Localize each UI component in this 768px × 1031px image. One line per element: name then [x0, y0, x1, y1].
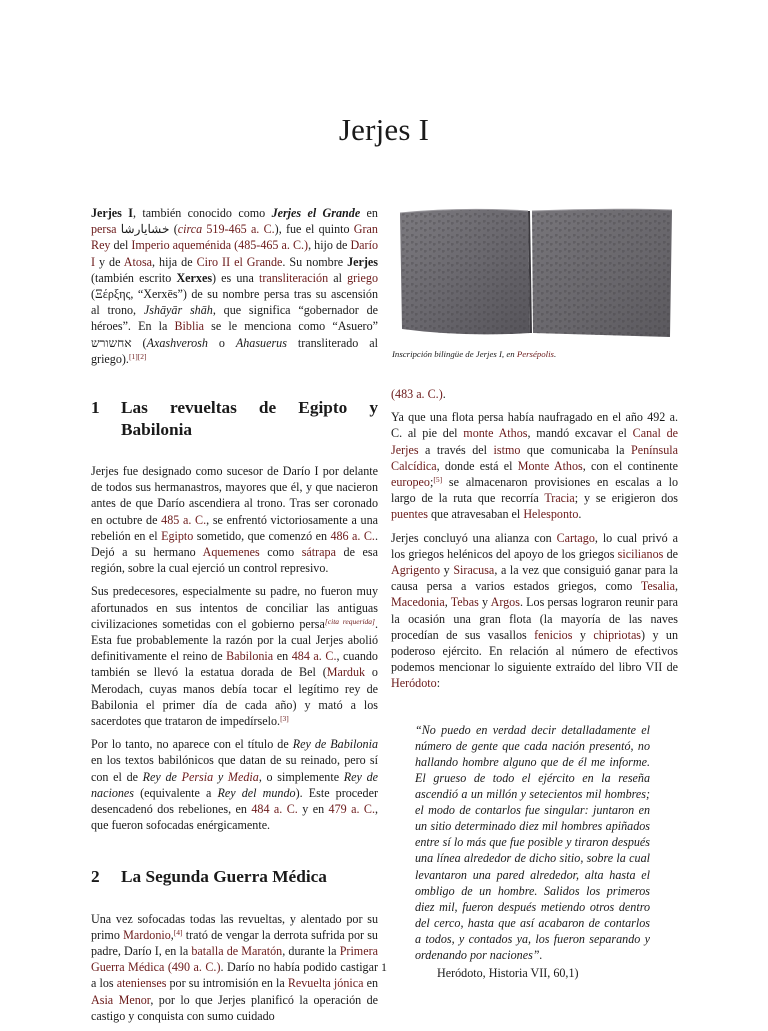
inline-link[interactable]: transliteración — [258, 270, 329, 285]
inline-link[interactable]: Siracusa — [453, 563, 495, 578]
italic-text: y — [213, 769, 228, 784]
inline-link[interactable]: 484 a. C. — [291, 649, 337, 664]
inline-link[interactable]: Tracia — [544, 491, 575, 506]
italic-text: Ahasuerus — [235, 335, 287, 350]
inline-link[interactable]: europeo — [391, 475, 430, 490]
inline-link[interactable]: Persia — [181, 769, 214, 784]
reference-link[interactable]: [4] — [173, 927, 183, 937]
bold-term: Xerxes — [176, 270, 213, 285]
inline-link[interactable]: Helesponto — [523, 507, 579, 522]
page-title: Jerjes I — [338, 112, 430, 147]
section2-paragraph-continued: (483 a. C.). — [391, 387, 446, 401]
caption-link-persepolis[interactable]: Persépolis — [516, 349, 554, 359]
inline-link[interactable]: griego — [347, 270, 378, 285]
inline-link[interactable]: Monte Athos — [517, 458, 583, 473]
italic-text: Jshāyār shāh — [143, 303, 213, 318]
inline-link[interactable]: Egipto — [161, 528, 194, 543]
inline-link[interactable]: Media — [227, 769, 259, 784]
left-column — [91, 205, 378, 1031]
inline-link[interactable]: Revuelta jónica — [287, 976, 364, 991]
section1-paragraph: Por lo tanto, no aparece con el título de Rey de Babilonia en los textos babilónicos que datan de su reinado, pero sí con el de Rey de Persia y Media, o simplemente Rey de naciones (equivalente a Rey del mundo). Este proceder desencadenó dos rebeliones, en 484 a. C. y en 479 a. C., que fueron sofocadas enérgicamente. — [91, 737, 379, 833]
inline-link[interactable]: Canal de Jerjes — [391, 426, 678, 457]
inline-link[interactable]: Ciro II el Grande — [196, 254, 283, 269]
section2-paragraph: Ya que una flota persa había naufragado en el año 492 a. C. al pie del monte Athos, mandó excavar el Canal de Jerjes a través del istmo que comunicaba la Península Calcídica, donde está el Monte Athos, con el continente europeo;[5] se almacenaron provisiones en escalas a lo largo de la ruta que recorría Tracia; y se erigieron dos puentes que atravesaban el Helesponto. — [391, 410, 679, 522]
inline-link[interactable]: (485-465 a. C.) — [234, 238, 309, 253]
section-heading-guerra-medica — [91, 866, 378, 888]
bold-term: Jerjes — [347, 254, 378, 269]
inline-link[interactable]: sicilianos — [617, 546, 664, 561]
section-number: 2 — [91, 866, 100, 886]
section-heading-revueltas — [91, 397, 378, 441]
inline-link[interactable]: Gran Rey — [91, 222, 378, 253]
inline-link[interactable]: 484 a. C. — [251, 802, 298, 817]
inline-link[interactable]: (490 a. C.) — [167, 960, 221, 975]
reference-link[interactable]: [cita requerida] — [324, 616, 375, 626]
caption-text: Inscripción bilingüe de Jerjes I, en — [392, 349, 517, 359]
inline-link[interactable]: 485 a. C. — [161, 512, 207, 527]
inline-link[interactable]: circa — [177, 222, 203, 237]
section2-paragraph: Jerjes concluyó una alianza con Cartago, lo cual privó a los griegos helénicos del apoyo de los griegos sicilianos de Agrigento y Siracusa, a la vez que consiguió ganar para la causa persa a varios estados griegos, como Tesalia, Macedonia, Tebas y Argos. Los persas lograron reunir para la ocasión una gran flota (la mayoría de las naves procedían de sus vasallos fenicios y chipriotas) y un poderoso ejército. En relación al número de efectivos podemos mencionar lo siguiente extraído del libro VII de Heródoto: — [391, 530, 679, 691]
caption-text: . — [553, 349, 557, 359]
page-number: 1 — [381, 960, 387, 974]
inline-link[interactable]: Cartago — [556, 530, 595, 545]
quote-source: Heródoto, Historia VII, 60,1) — [437, 966, 579, 981]
inline-link[interactable]: puentes — [391, 507, 428, 522]
inline-link[interactable]: Darío I — [91, 238, 378, 269]
inline-link[interactable]: Macedonia — [391, 595, 445, 610]
inline-link[interactable]: monte Athos — [463, 426, 528, 441]
inline-link[interactable]: fenicios — [534, 627, 573, 642]
inline-link[interactable]: 519-465 a. C. — [202, 222, 275, 237]
reference-link[interactable]: [3] — [280, 714, 289, 724]
inline-link[interactable]: Biblia — [174, 319, 205, 334]
reference-link[interactable]: [5] — [433, 475, 443, 485]
inline-link[interactable]: Argos — [490, 595, 520, 610]
inscription-tablet-image[interactable] — [392, 205, 678, 345]
inline-link[interactable]: Atosa — [123, 254, 153, 269]
italic-text: Axashverosh — [146, 335, 208, 350]
inline-link[interactable]: Tebas — [450, 595, 479, 610]
section1-paragraph: Sus predecesores, especialmente su padre, no fueron muy afortunados en sus intentos de conciliar las antiguas civilizaciones sometidas con el gobierno persa[cita requerida]. Esta fue probablemente la razón por la cual Jerjes abolió definitivamente el reino de Babilonia en 484 a. C., cuando también se llevó la estatua dorada de Bel (Marduk o Merodach, cuyas manos debía tocar el legítimo rey de Babilonia el primer día de cada año) y mató a los sacerdotes que trataron de impedírselo.[3] — [91, 584, 379, 729]
inline-link[interactable]: Aquemenes — [202, 545, 260, 560]
inline-link[interactable]: Primera Guerra Médica — [91, 943, 378, 975]
section1-paragraph: Jerjes fue designado como sucesor de Darío I por delante de todos sus hermanastros, mayores que él, y que nacieron antes de que Darío ascendiera al trono. Tras ser coronado en octubre de 485 a. C., se enfrentó victoriosamente a una rebelión en el Egipto sometido, que comenzó en 486 a. C.. Dejó a su hermano Aquemenes como sátrapa de esa región, sobre la cual ejerció un control represivo. — [91, 464, 378, 576]
inline-link[interactable]: Agrigento — [391, 563, 441, 578]
reference-link[interactable]: [1][2] — [128, 351, 147, 361]
inline-link[interactable]: 486 a. C. — [330, 528, 375, 543]
bold-term: Jerjes I — [91, 206, 133, 220]
italic-text: Rey del mundo — [217, 785, 296, 800]
inline-link[interactable]: (483 a. C.) — [391, 387, 443, 401]
inline-link[interactable]: chipriotas — [593, 627, 642, 642]
bold-term: Jerjes el Grande — [271, 206, 361, 220]
section2-paragraph: Una vez sofocadas todas las revueltas, y alentado por su primo Mardonio,[4] trató de vengar la derrota sufrida por su padre, Darío I, en la batalla de Maratón, durante la Primera Guerra Médica (490 a. C.). Darío no había podido castigar a los atenienses por su intromisión en la Revuelta jónica en Asia Menor, por lo que Jerjes planificó la operación de castigo y conquista con sumo cuidado — [91, 911, 378, 1023]
section-number: 1 — [91, 398, 100, 418]
inline-link[interactable]: Heródoto — [391, 676, 437, 691]
inline-link[interactable]: Mardonio — [123, 927, 171, 942]
inline-link[interactable]: Babilonia — [226, 649, 274, 664]
section-title: Las revueltas de Egipto y Babilonia — [121, 398, 378, 440]
italic-text: Rey de naciones — [91, 769, 378, 800]
figure — [392, 205, 678, 360]
section-title: La Segunda Guerra Médica — [121, 866, 327, 886]
inline-link[interactable]: persa — [91, 222, 117, 237]
inline-link[interactable]: atenienses — [116, 976, 167, 991]
herodotus-quote: “No puedo en verdad decir detalladamente el número de gente que cada nación presentó, no hallando hombre alguno que de él me informe. El grueso de todo el ejército en la reseña ascendió a un millón y setecientos mil hombres; el modo de contarlos fue singular: juntaron en un sitio determinado diez mil hombres apiñados entre sí lo más que fue posible y tiraron después una línea alrededor de dicho sitio, sobre la cual levantaron una pared alrededor, alta hasta el ombligo de un hombre. Salidos los primeros diez mil, fueron después metiendo otros dentro del cerco, hasta que así acabaron de contarlos a todos, y contados ya, los fueron separando y ordenando por naciones”. — [415, 722, 650, 962]
inline-link[interactable]: istmo — [493, 442, 521, 457]
right-column — [391, 386, 678, 981]
inline-link[interactable]: Marduk — [326, 665, 366, 680]
inline-link[interactable]: Península Calcídica — [391, 442, 678, 473]
italic-text: Rey de Babilonia — [292, 737, 378, 752]
inline-link[interactable]: batalla de Maratón — [191, 943, 283, 958]
inline-link[interactable]: Asia Menor — [91, 992, 151, 1007]
italic-text: Rey de — [142, 769, 182, 784]
inline-link[interactable]: Tesalia — [640, 579, 675, 594]
intro-paragraph: Jerjes I, también conocido como Jerjes el Grande en persa خشایارشا (circa 519-465 a. C.), fue el quinto Gran Rey del Imperio aqueménida (485-465 a. C.), hijo de Darío I y de Atosa, hija de Ciro II el Grande. Su nombre Jerjes (también escrito Xerxes) es una transliteración al griego (Ξέρξης, “Xerxēs”) de su nombre persa tras su ascensión al trono, Jshāyār shāh, que significa “gobernador de héroes”. En la Biblia se le menciona como “Asuero” אחשורש (Axashverosh o Ahasuerus transliterado al griego).[1][2] — [91, 206, 379, 366]
inline-link[interactable]: Imperio aqueménida — [131, 238, 232, 253]
inline-link[interactable]: 479 a. C. — [328, 802, 375, 817]
figure-caption — [392, 348, 678, 360]
inline-link[interactable]: sátrapa — [301, 545, 336, 560]
